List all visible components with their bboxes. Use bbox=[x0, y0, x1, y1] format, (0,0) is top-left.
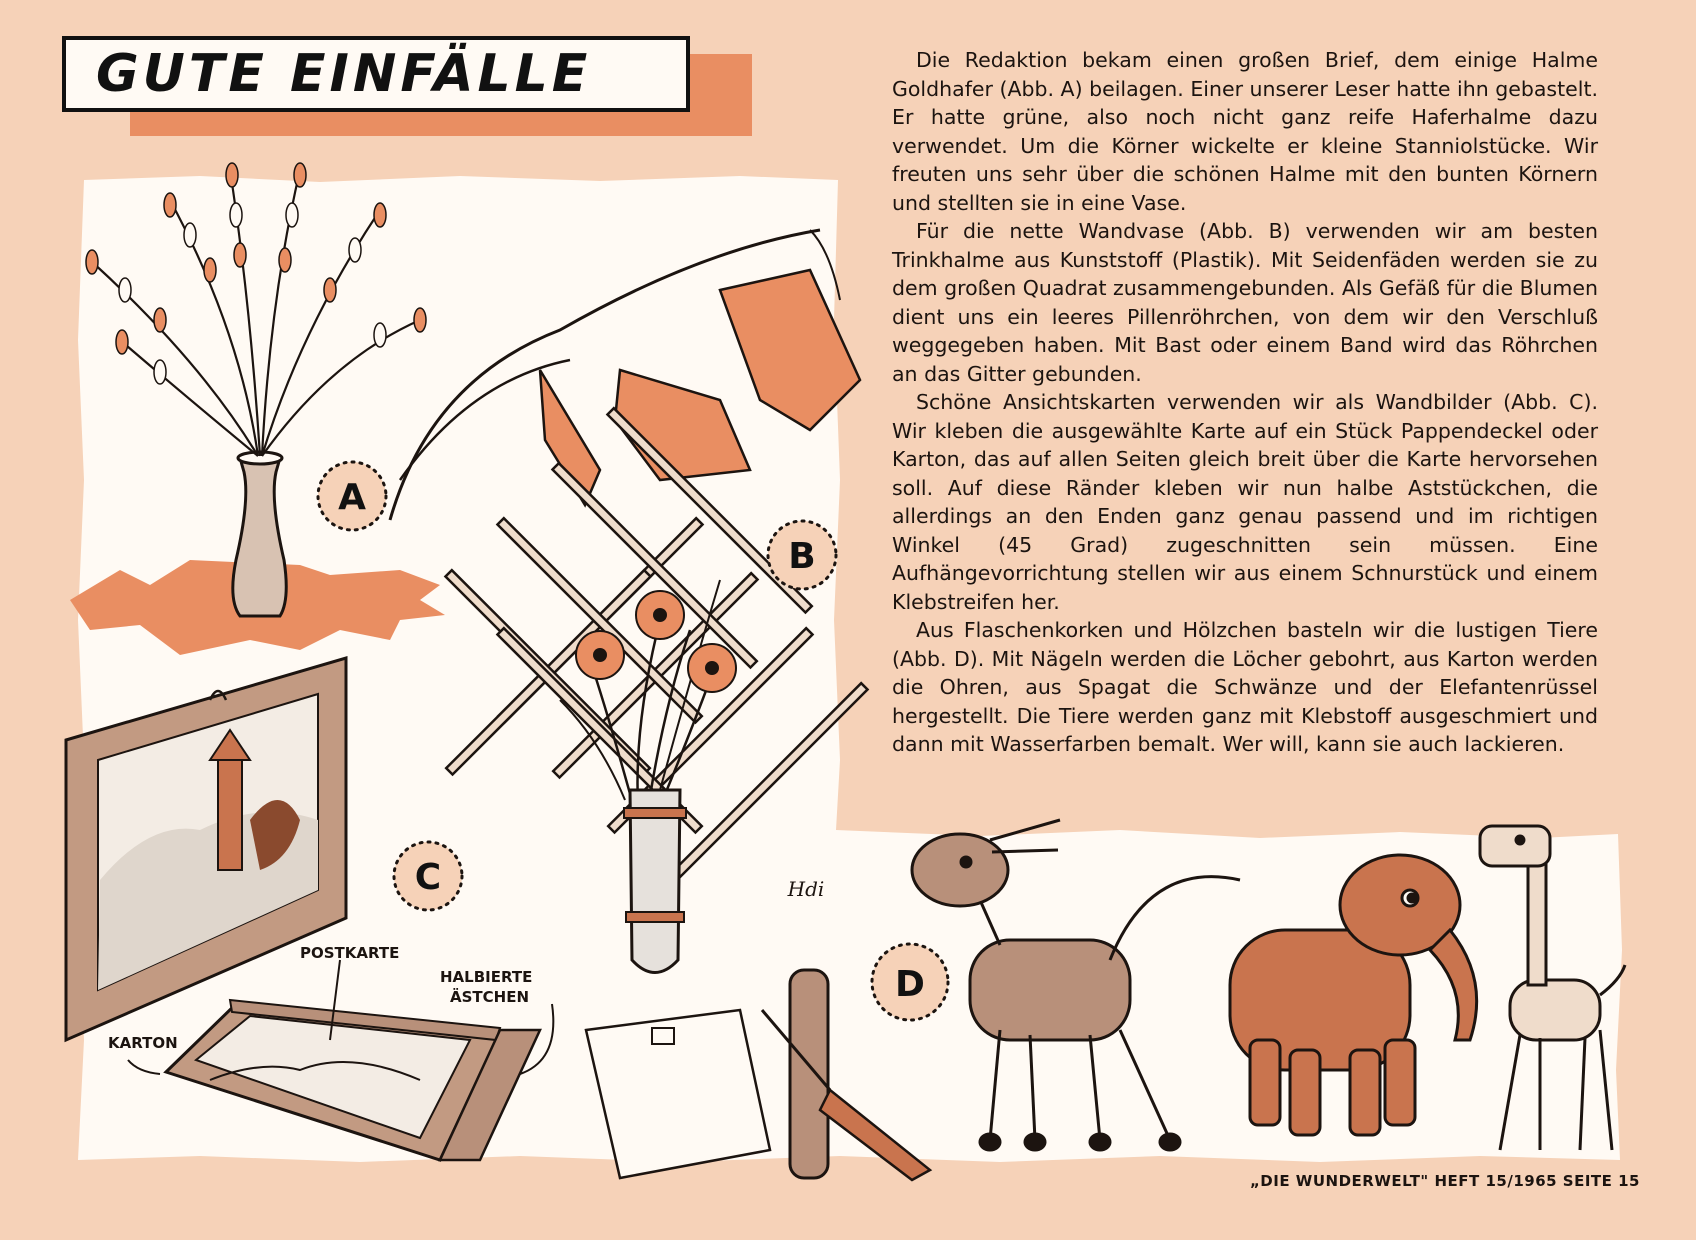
tube-band-bottom bbox=[626, 912, 684, 922]
article-text bbox=[892, 46, 1598, 759]
label-halbierte-2: ÄSTCHEN bbox=[450, 988, 530, 1006]
signature: Hdi bbox=[787, 877, 825, 901]
page-title: GUTE EINFÄLLE bbox=[62, 36, 690, 112]
title-block bbox=[62, 36, 752, 146]
tube-band-top bbox=[624, 808, 686, 818]
badge-a: A bbox=[338, 477, 366, 518]
label-karton: KARTON bbox=[108, 1034, 178, 1052]
paragraph-3: Schöne Ansichtskarten verwenden wir als Wandbilder (Abb. C). Wir kleben die ausgewählte Karte auf ein Stück Pappendeckel oder Karton, das auf allen Seiten gleich breit über die Karte hervorsehen soll. Auf diese Ränder kleben wir nun halbe Aststückchen, die allerdings an den Enden ganz genau passend und im richtigen Winkel (45 Grad) zugeschnitten sein müssen. Eine Aufhängevorrichtung stellen wir aus einem Schnurstück und einem Klebstreifen her. bbox=[892, 390, 1598, 614]
paragraph-1: Die Redaktion bekam einen großen Brief, dem einige Halme Goldhafer (Abb. A) beilagen. Einer unserer Leser hatte ihn gebastelt. Er hatte grüne, also noch nicht ganz reife Haferhalme dazu verwendet. Um die Körner wickelte er kleine Stanniolstücke. Wir freuten uns sehr über die schönen Halme mit den bunten Körnern und stellten sie in eine Vase. bbox=[892, 48, 1598, 215]
label-halbierte-1: HALBIERTE bbox=[440, 968, 533, 986]
badge-b: B bbox=[788, 536, 816, 577]
paragraph-4: Aus Flaschenkorken und Hölzchen basteln wir die lustigen Tiere (Abb. D). Mit Nägeln werden die Löcher gebohrt, aus Karton werden die Ohren, aus Spagat die Schwänze und der Elefantenrüssel hergestellt. Die Tiere werden ganz mit Klebstoff ausgeschmiert und dann mit Wasserfarben bemalt. Wer will, kann sie auch lackieren. bbox=[892, 618, 1598, 756]
label-postkarte: POSTKARTE bbox=[300, 944, 400, 962]
page-footer: „DIE WUNDERWELT" HEFT 15/1965 SEITE 15 bbox=[1249, 1172, 1640, 1190]
badge-c: C bbox=[414, 857, 442, 898]
badge-d: D bbox=[895, 964, 925, 1005]
paragraph-2: Für die nette Wandvase (Abb. B) verwenden wir am besten Trinkhalme aus Kunststoff (Plastik). Mit Seidenfäden werden sie zu dem großen Quadrat zusammengebunden. Als Gefäß für die Blumen dient uns ein leeres Pillenröhrchen, von dem wir den Verschluß weggegeben haben. Mit Bast oder einem Band wird das Röhrchen an das Gitter gebunden. bbox=[892, 219, 1598, 386]
